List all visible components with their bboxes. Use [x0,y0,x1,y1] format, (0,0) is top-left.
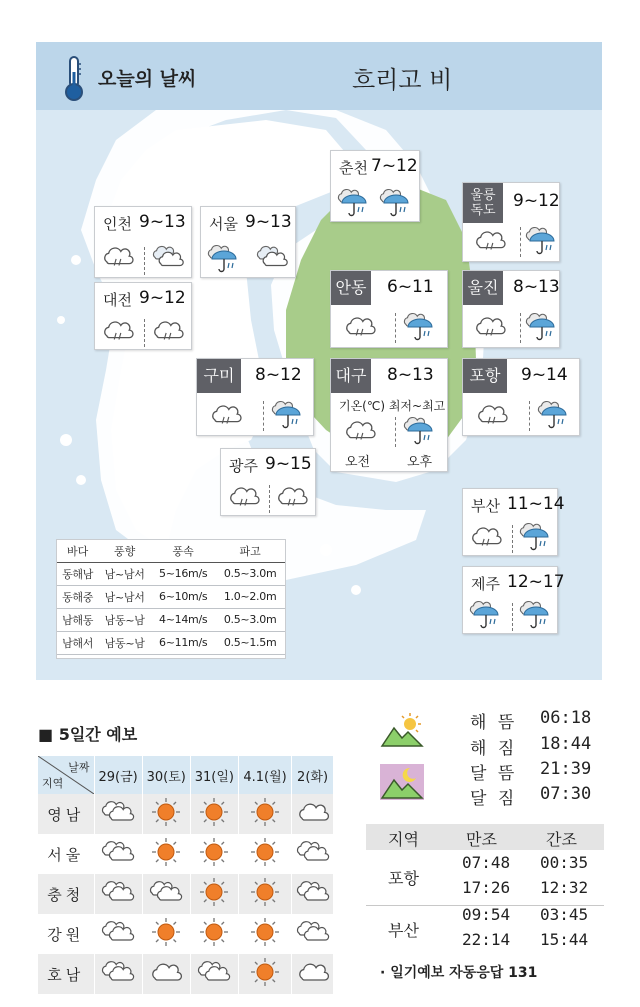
forecast-cell [94,834,142,874]
city-card-jeju [462,566,565,634]
city-temp: 9~12 [513,191,560,211]
tide-header-low: 간조 [546,830,577,849]
tide-region: 포항 [388,869,419,888]
cloud-rain-icon [469,523,503,553]
city-card-daegu [330,358,448,472]
sun-icon [248,837,282,867]
city-name: 인천 [103,215,132,233]
forecast-cell [190,954,238,994]
city-card-daejeon [94,282,192,350]
cloud-rain-icon [101,243,135,273]
sea-header-area: 바다 [57,540,98,562]
moonrise-time: 21:39 [540,759,592,779]
city-name-badge: 구미 [197,359,241,393]
sun-icon [197,797,231,827]
rain-icon [525,311,559,343]
rain-icon [403,311,437,343]
city-card-ulleung [462,182,560,262]
thermometer-icon [60,54,88,102]
forecast-cell [94,914,142,954]
corner-region-label: 지역 [42,777,64,790]
forecast-cell [190,794,238,834]
city-name: 부산 [471,497,500,515]
tide-high-time: 22:14 [462,930,511,949]
city-name: 춘천 [339,159,368,177]
cloud-rain-icon [209,401,243,431]
city-temp: 6~11 [387,277,434,297]
page-title: 오늘의 날씨 [98,68,197,90]
rain-icon [537,399,571,431]
table-row [38,834,334,874]
partly-cloudy-icon [197,957,231,987]
rain-icon [379,187,413,219]
forecast-cell [238,794,291,834]
sun-icon [248,917,282,947]
forecast-date: 29(금) [94,756,142,794]
city-card-incheon [94,206,192,278]
city-name-badge: 안동 [331,271,371,305]
sea-header-wind-speed: 풍속 [151,540,215,562]
tide-high-time: 09:54 [462,905,511,924]
tide-low-time: 03:45 [540,905,589,924]
city-temp: 8~13 [387,365,434,385]
sunset-time: 18:44 [540,734,592,754]
city-name-badge: 대구 [331,359,371,393]
city-name: 광주 [229,457,258,475]
sun-icon [248,797,282,827]
cloud-rain-icon [151,317,185,347]
city-name-badge: 울진 [463,271,503,305]
forecast-cell [292,834,334,874]
table-row: 남해서 남동~남 6~11m/s 0.5~1.5m [57,631,285,654]
forecast-cell [142,834,190,874]
city-temp: 11~14 [507,494,565,514]
sun-icon [197,877,231,907]
partly-cloudy-icon [296,837,330,867]
tide-low-time: 15:44 [540,930,589,949]
forecast-cell [142,794,190,834]
sun-icon [248,957,282,987]
cloud-rain-icon [473,227,507,257]
five-day-forecast-table [38,756,334,994]
rain-icon [519,599,553,631]
city-temp: 9~14 [521,365,568,385]
forecast-cell [238,914,291,954]
tide-region: 부산 [388,921,419,940]
partly-cloudy-icon [296,917,330,947]
sun-icon [149,917,183,947]
sunrise-label: 해 뜸 [470,713,518,733]
tide-header-high: 만조 [466,830,497,849]
cloud-rain-icon [275,483,309,513]
cloud-rain-icon [343,313,377,343]
moonset-label: 달 짐 [470,789,518,809]
forecast-cell [94,954,142,994]
rain-icon [525,225,559,257]
rain-icon [519,521,553,553]
cloud-rain-icon [475,401,509,431]
table-row [38,914,334,954]
sea-header-wave: 파고 [215,540,285,562]
forecast-cell [292,794,334,834]
legend-am-label: 오전 [345,455,371,470]
forecast-cell [94,794,142,834]
forecast-region: 충청 [38,874,94,914]
city-temp: 7~12 [371,156,418,176]
table-row: 동해남 남~남서 5~16m/s 0.5~3.0m [57,562,285,585]
city-name-badge: 포항 [463,359,507,393]
ars-info: · 일기예보 자동응답 131 [380,965,538,981]
cloud-rain-icon [227,483,261,513]
sea-header-wind-dir: 풍향 [98,540,151,562]
sun-icon [197,837,231,867]
forecast-cell [142,954,190,994]
cloud-rain-icon [101,317,135,347]
forecast-cell [190,914,238,954]
city-temp: 8~12 [255,365,302,385]
forecast-cell [292,914,334,954]
sea-conditions-table [56,539,286,659]
forecast-title: ■ 5일간 예보 [38,725,138,744]
partly-cloudy-icon [101,877,135,907]
tide-header-region: 지역 [388,830,419,849]
table-row [38,794,334,834]
table-row [38,954,334,994]
forecast-cell [292,874,334,914]
forecast-corner-cell [38,756,94,794]
cloud-icon [296,957,330,987]
city-name: 대전 [103,291,132,309]
forecast-cell [190,874,238,914]
city-temp: 8~13 [513,277,560,297]
city-temp: 9~15 [265,454,312,474]
city-card-busan [462,488,565,556]
sun-icon [197,917,231,947]
panel-header [36,42,602,110]
cloud-icon [296,797,330,827]
rain-icon [403,415,437,447]
tide-header [366,824,604,850]
forecast-region: 호남 [38,954,94,994]
tide-high-time: 17:26 [462,878,511,897]
city-temp: 9~12 [139,288,186,308]
partly-cloudy-icon [101,957,135,987]
cloud-rain-icon [473,313,507,343]
sun-icon [149,797,183,827]
cloud-icon [151,243,185,273]
city-card-andong [330,270,448,348]
city-name: 제주 [471,575,500,593]
legend-temp-label: 기온(℃) 최저~최고 [339,399,446,413]
table-row [38,874,334,914]
city-temp: 12~17 [507,572,565,592]
city-card-chuncheon [330,150,420,222]
partly-cloudy-icon [296,877,330,907]
tide-low-time: 00:35 [540,853,589,872]
city-card-gwangju [220,448,316,516]
forecast-date: 31(일) [190,756,238,794]
partly-cloudy-icon [149,877,183,907]
rain-icon [469,599,503,631]
forecast-date: 30(토) [142,756,190,794]
city-card-seoul [200,206,296,278]
forecast-region: 강원 [38,914,94,954]
forecast-cell [142,914,190,954]
forecast-cell [190,834,238,874]
forecast-region: 서울 [38,834,94,874]
tide-low-time: 12:32 [540,878,589,897]
forecast-cell [238,834,291,874]
forecast-cell [238,954,291,994]
city-name: 서울 [209,215,238,233]
tide-high-time: 07:48 [462,853,511,872]
forecast-cell [142,874,190,914]
forecast-region: 영남 [38,794,94,834]
city-name-badge: 울릉 독도 [463,183,503,223]
forecast-cell [94,874,142,914]
rain-icon [207,243,241,275]
city-temp: 9~13 [245,212,292,232]
today-condition: 흐리고 비 [352,66,453,94]
forecast-cell [292,954,334,994]
forecast-date: 4.1(월) [238,756,291,794]
sunset-label: 해 짐 [470,739,518,759]
rain-icon [337,187,371,219]
sun-icon [248,877,282,907]
sun-mountain-icon [380,712,424,748]
table-row: 동해중 남~남서 6~10m/s 1.0~2.0m [57,585,285,608]
sunrise-time: 06:18 [540,708,592,728]
forecast-date: 2(화) [292,756,334,794]
partly-cloudy-icon [101,917,135,947]
moon-mountain-icon [380,764,424,800]
city-card-uljin [462,270,560,348]
weather-map-panel [36,42,602,680]
corner-date-label: 날짜 [68,761,90,774]
moonrise-label: 달 뜸 [470,764,518,784]
table-row: 남해동 남동~남 4~14m/s 0.5~3.0m [57,608,285,631]
forecast-cell [238,874,291,914]
city-temp: 9~13 [139,212,186,232]
partly-cloudy-icon [101,797,135,827]
city-card-gumi [196,358,314,436]
cloud-rain-icon [343,417,377,447]
cloud-icon [255,243,289,273]
city-card-pohang [462,358,580,436]
sun-icon [149,837,183,867]
partly-cloudy-icon [101,837,135,867]
rain-icon [271,399,305,431]
legend-pm-label: 오후 [407,455,433,470]
cloud-icon [149,957,183,987]
moonset-time: 07:30 [540,784,592,804]
